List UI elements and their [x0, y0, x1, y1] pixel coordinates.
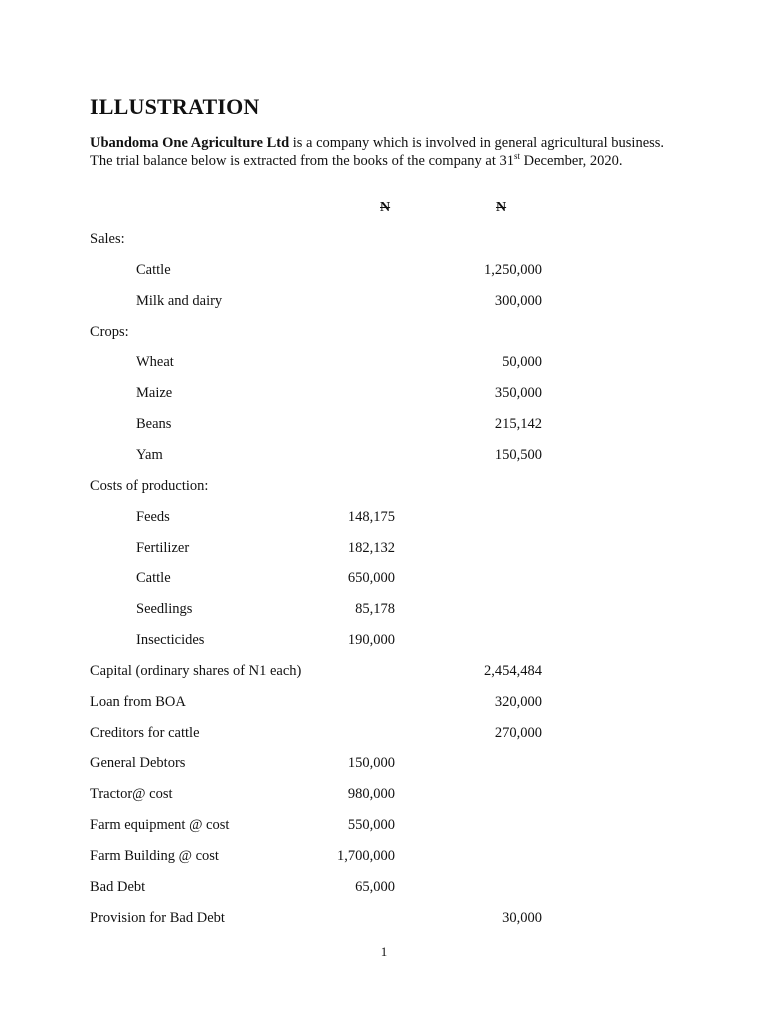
table-row	[0, 879, 768, 899]
debit-currency-header: N	[380, 200, 391, 215]
row-label: Farm Building @ cost	[90, 848, 219, 864]
table-row	[0, 694, 768, 714]
credit-value: 350,000	[494, 385, 542, 402]
table-row	[0, 324, 768, 344]
table-row	[0, 786, 768, 806]
intro-text-part-1: is a company which is involved in general agricultural business. The trial balance below is extracted from the books of the company at 31	[90, 135, 665, 169]
intro-text-part-2: December, 2020.	[520, 153, 623, 169]
row-label: Capital (ordinary shares of N1 each)	[90, 662, 302, 679]
table-row	[0, 725, 768, 745]
debit-value: 85,178	[355, 601, 395, 618]
row-label: Fertilizer	[136, 539, 190, 556]
page-number: 1	[380, 944, 388, 959]
table-row	[0, 262, 768, 282]
row-label: Beans	[136, 416, 172, 433]
table-row	[0, 478, 768, 498]
table-row	[0, 848, 768, 868]
row-label: Cattle	[136, 261, 171, 278]
table-row	[0, 601, 768, 621]
table-row	[0, 447, 768, 467]
row-label: Yam	[136, 446, 163, 463]
credit-value: 300,000	[494, 292, 542, 309]
table-row	[0, 385, 768, 405]
table-row	[0, 755, 768, 775]
row-label: Crops:	[90, 323, 129, 340]
credit-value: 30,000	[502, 909, 542, 926]
row-label: Loan from BOA	[90, 693, 186, 710]
table-row	[0, 540, 768, 560]
row-label: Milk and dairy	[136, 292, 223, 309]
row-label: Tractor@ cost	[90, 786, 173, 803]
row-label: Insecticides	[136, 632, 205, 649]
page-title: ILLUSTRATION	[90, 94, 260, 119]
debit-value: 150,000	[347, 755, 395, 772]
credit-value: 2,454,484	[484, 662, 542, 679]
table-row	[0, 509, 768, 529]
credit-value: 320,000	[494, 693, 542, 710]
ordinal-suffix: st	[513, 151, 520, 162]
row-label: Seedlings	[136, 601, 193, 618]
debit-value: 650,000	[347, 570, 395, 587]
debit-value: 550,000	[347, 817, 395, 834]
credit-value: 215,142	[494, 416, 542, 433]
debit-value: 65,000	[355, 878, 395, 895]
debit-value: 182,132	[347, 539, 395, 556]
row-label: Farm equipment @ cost	[90, 817, 230, 834]
row-label: General Debtors	[90, 755, 186, 772]
debit-value: 148,175	[347, 508, 395, 525]
row-label: Feeds	[136, 508, 170, 525]
credit-value: 1,250,000	[484, 261, 542, 278]
company-name: Ubandoma One Agriculture Ltd	[90, 135, 290, 151]
table-row	[0, 231, 768, 251]
row-label: Bad Debt	[90, 878, 146, 895]
table-row	[0, 354, 768, 374]
row-label: Cattle	[136, 570, 171, 587]
table-row	[0, 570, 768, 590]
row-label: Maize	[136, 385, 173, 402]
row-label: Sales:	[90, 231, 125, 247]
debit-value: 980,000	[347, 786, 395, 803]
table-row	[0, 663, 768, 683]
table-row	[0, 817, 768, 837]
table-row	[0, 416, 768, 436]
debit-value: 190,000	[347, 632, 395, 649]
credit-value: 50,000	[502, 354, 542, 371]
table-row	[0, 293, 768, 313]
credit-currency-header: N	[496, 200, 507, 215]
row-label: Costs of production:	[90, 477, 209, 494]
debit-value: 1,700,000	[337, 848, 395, 864]
credit-value: 270,000	[494, 724, 542, 741]
row-label: Wheat	[136, 354, 174, 371]
row-label: Provision for Bad Debt	[90, 909, 225, 926]
credit-value: 150,500	[494, 446, 542, 463]
row-label: Creditors for cattle	[90, 724, 200, 741]
table-row	[0, 632, 768, 652]
table-row	[0, 910, 768, 930]
